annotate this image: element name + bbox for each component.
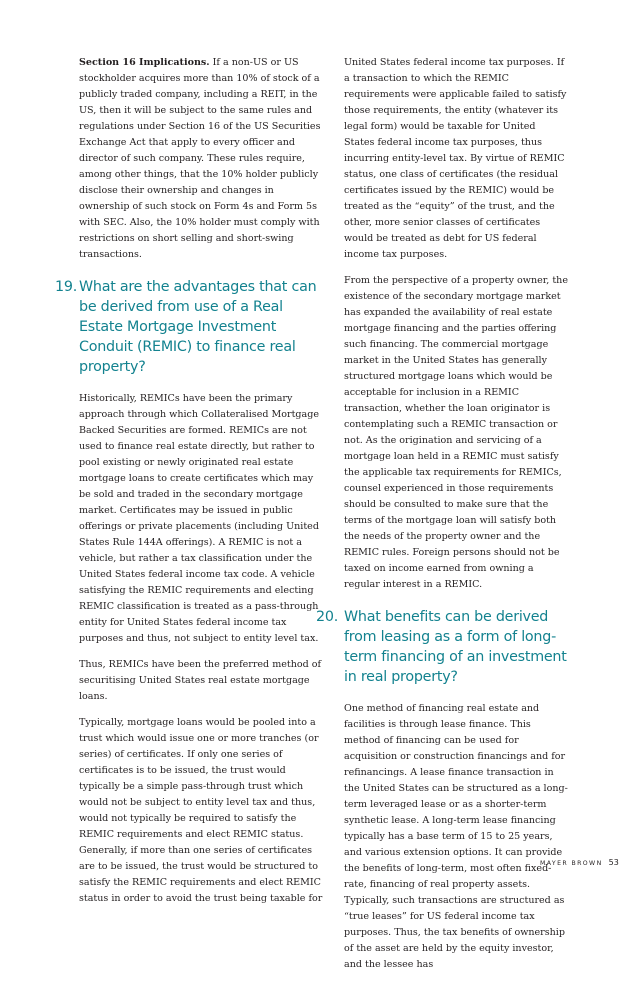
- footer-brand: MAYER BROWN: [540, 860, 603, 867]
- section16-paragraph: [79, 55, 323, 263]
- question-19-title: What are the advantages that can be derived from use of a Real Estate Mortgage Investment Conduit (REMIC) to finance real property?: [79, 279, 317, 375]
- question-20-number: 20.: [316, 609, 338, 625]
- section16-lead: Section 16 Implications.: [79, 57, 210, 68]
- question-19-heading: [55, 277, 323, 377]
- leasing-paragraph: One method of financing real estate and facilities is through lease finance. This method of financing can be used for acquisition or construction financings and for refinancings. A lease finance transaction in the United States can be structured as a long-term leveraged lease or as a shorter-term synthetic lease. A long-term lease financing typically has a base term of 15 to 25 years, and various extension options. It can provide the benefits of long-term, most often fixed-rate, financing of real property assets. Typically, such transactions are structured as “true leases” for US federal income tax purposes. Thus, the tax benefits of ownership of the asset are held by the equity investor, and the lessee has: [344, 703, 568, 970]
- remic-paragraph-4: United States federal income tax purposes. If a transaction to which the REMIC requirements were applicable failed to satisfy those requirements, the entity (whatever its legal form) would be taxable for United States federal income tax purposes, thus incurring entity-level tax. By virtue of REMIC status, one class of certificates (the residual certificates issued by the REMIC) would be treated as the “equity” of the trust, and the other, more senior classes of certificates would be treated as debt for US federal income tax purposes.: [344, 57, 567, 260]
- left-column: [55, 55, 323, 917]
- remic-paragraph-1: Historically, REMICs have been the primary approach through which Collateralised Mortgage Backed Securities are formed. REMICs are not used to finance real estate directly, but rather to pool existing or newly originated real estate mortgage loans to create certificates which may be sold and traded in the secondary mortgage market. Certificates may be issued in public offerings or private placements (including United States Rule 144A offerings). A REMIC is not a vehicle, but rather a tax classification under the United States federal income tax code. A vehicle satisfying the REMIC requirements and electing REMIC classification is treated as a pass-through entity for United States federal income tax purposes and thus, not subject to entity level tax.: [79, 393, 319, 644]
- right-column: [316, 55, 568, 983]
- question-20-heading: [316, 607, 568, 687]
- remic-paragraph-2: Thus, REMICs have been the preferred method of securitising United States real estate mortgage loans.: [79, 659, 322, 702]
- remic-paragraph-3: Typically, mortgage loans would be pooled into a trust which would issue one or more tranches (or series) of certificates. If only one series of certificates is to be issued, the trust would typically be a simple pass-through trust which would not be subject to entity level tax and thus, would not typically be required to satisfy the REMIC requirements and elect REMIC status. Generally, if more than one series of certificates are to be issued, the trust would be structured to satisfy the REMIC requirements and elect REMIC status in order to avoid the trust being taxable for: [79, 717, 323, 904]
- question-19-number: 19.: [55, 279, 77, 295]
- question-20-title: What benefits can be derived from leasing as a form of long-term financing of an investment in real property?: [344, 609, 567, 685]
- page-footer: [540, 858, 619, 867]
- remic-paragraph-5: From the perspective of a property owner, the existence of the secondary mortgage market has expanded the availability of real estate mortgage financing and the parties offering such financing. The commercial mortgage market in the United States has generally structured mortgage loans which would be acceptable for inclusion in a REMIC transaction, whether the loan originator is contemplating such a REMIC transaction or not. As the origination and servicing of a mortgage loan held in a REMIC must satisfy the applicable tax requirements for REMICs, counsel experienced in those requirements should be consulted to make sure that the terms of the mortgage loan will satisfy both the needs of the property owner and the REMIC rules. Foreign persons should not be taxed on income earned from owning a regular interest in a REMIC.: [344, 275, 568, 590]
- page-number: 53: [608, 858, 619, 867]
- section16-text: If a non-US or US stockholder acquires more than 10% of stock of a publicly traded company, including a REIT, in the US, then it will be subject to the same rules and regulations under Section 16 of the US Securities Exchange Act that apply to every officer and director of such company. These rules require, among other things, that the 10% holder publicly disclose their ownership and changes in ownership of such stock on Form 4s and Form 5s with SEC. Also, the 10% holder must comply with restrictions on short selling and short-swing transactions.: [79, 57, 321, 260]
